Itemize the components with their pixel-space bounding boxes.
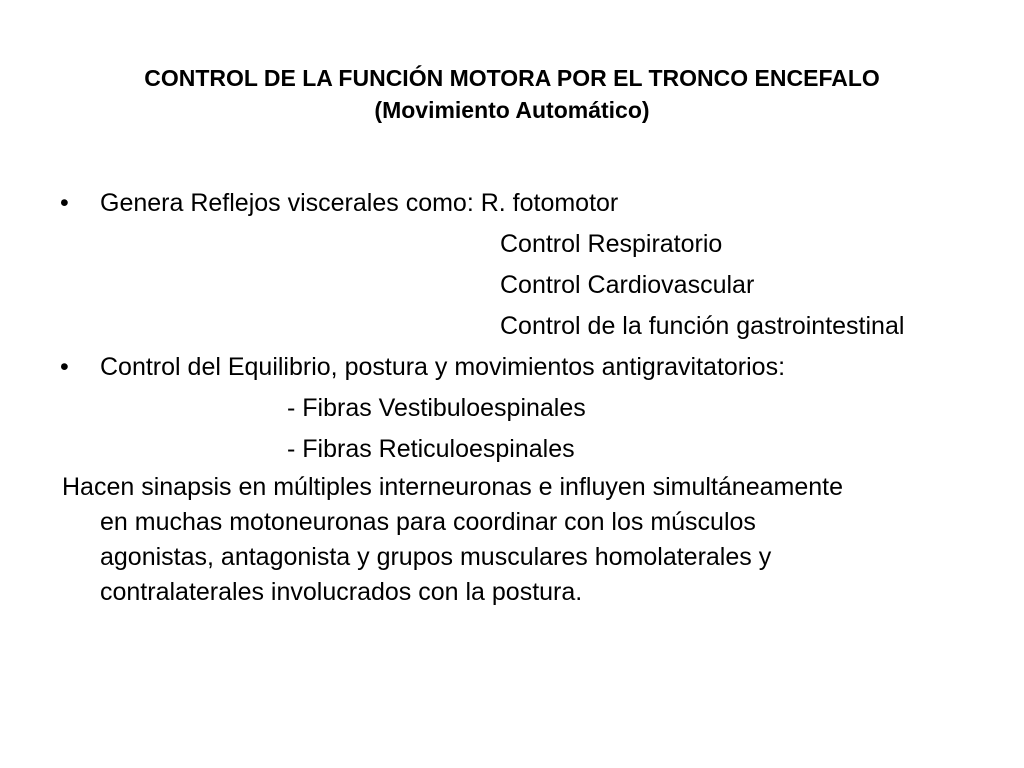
paragraph-line: en muchas motoneuronas para coordinar con los músculos xyxy=(100,508,756,536)
sub-item xyxy=(0,306,1024,347)
paragraph-line: agonistas, antagonista y grupos musculares homolaterales y xyxy=(100,543,772,571)
bullet-text: Genera Reflejos viscerales como: R. fotomotor xyxy=(100,189,619,217)
bullet-marker: • xyxy=(60,353,69,381)
title-line-2: (Movimiento Automático) xyxy=(374,97,650,123)
body-paragraph xyxy=(62,470,982,610)
sub-item xyxy=(0,224,1024,265)
slide-title xyxy=(40,62,984,126)
paragraph-line: contralaterales involucrados con la postura. xyxy=(100,578,583,606)
bullet-item xyxy=(0,183,1024,224)
sub-item-text: - Fibras Vestibuloespinales xyxy=(287,394,586,422)
bullet-marker: • xyxy=(60,189,69,217)
sub-item xyxy=(0,265,1024,306)
bullet-text: Control del Equilibrio, postura y movimientos antigravitatorios: xyxy=(100,353,786,381)
sub-item xyxy=(0,429,1024,470)
bullet-list xyxy=(0,183,1024,470)
sub-item xyxy=(0,388,1024,429)
sub-item-text: Control Cardiovascular xyxy=(500,271,755,299)
paragraph-line: Hacen sinapsis en múltiples interneuronas e influyen simultáneamente xyxy=(62,473,843,501)
title-line-1: CONTROL DE LA FUNCIÓN MOTORA POR EL TRONCO ENCEFALO xyxy=(144,65,880,91)
bullet-item xyxy=(0,347,1024,388)
sub-item-text: - Fibras Reticuloespinales xyxy=(287,435,575,463)
sub-item-text: Control Respiratorio xyxy=(500,230,723,258)
sub-item-text: Control de la función gastrointestinal xyxy=(500,312,905,340)
